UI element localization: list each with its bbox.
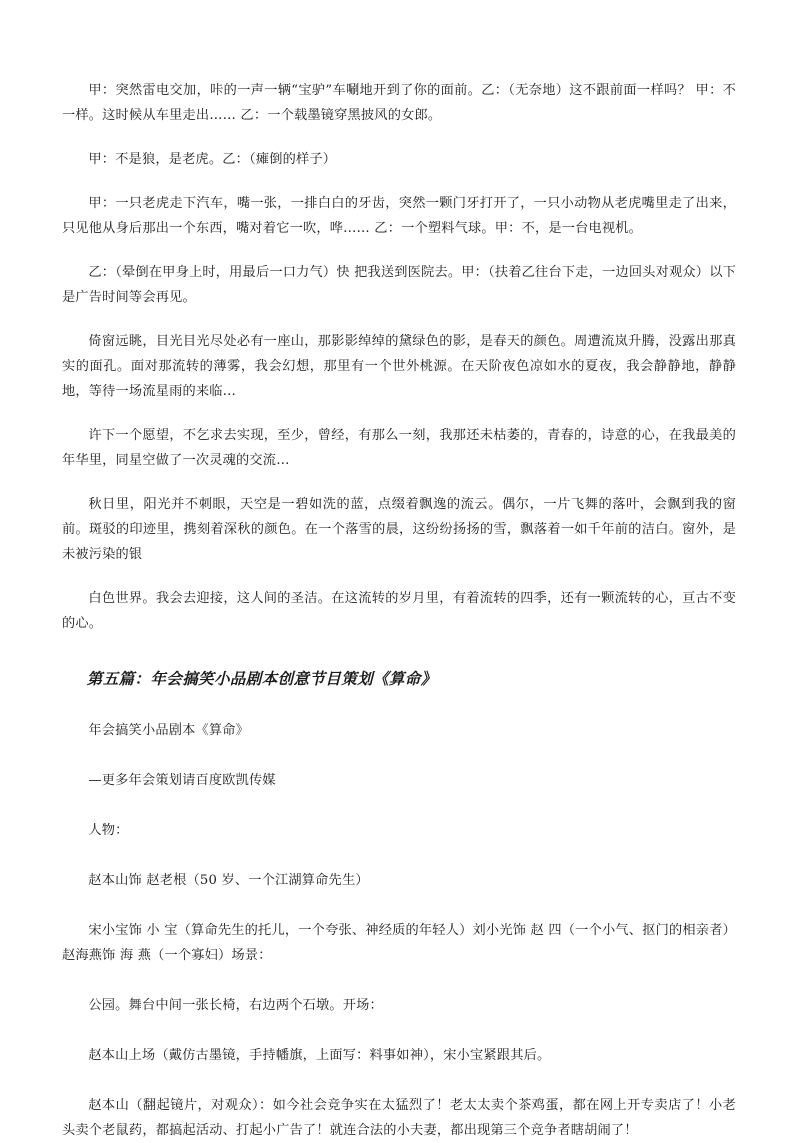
paragraph-1: 甲：突然雷电交加，咔的一声一辆“宝驴”车唰地开到了你的面前。乙：（无奈地）这不跟前面一样吗？ 甲：不一样。这时候从车里走出…… 乙：一个载墨镜穿黑披风的女郎。 — [62, 83, 736, 123]
paragraph-2: 甲：不是狼，是老虎。乙：（瘫倒的样子） — [88, 152, 337, 167]
script-characters-label: 人物： — [88, 823, 129, 838]
paragraph-5: 倚窗远眺，目光目光尽处必有一座山，那影影绰绰的黛绿色的影，是春天的颜色。周遭流岚升腾，没露出那真实的面孔。面对那流转的薄雾，我会幻想，那里有一个世外桃源。在天阶夜色凉如水的夏夜，我会静静地，静静地，等待一场流星雨的来临… — [62, 334, 736, 399]
section-heading: 第五篇：年会搞笑小品剧本创意节目策划《算命》 — [86, 669, 437, 688]
script-stage-direction: 赵本山上场（戴仿古墨镜，手持幡旗，上面写：料事如神），宋小宝紧跟其后。 — [88, 1048, 551, 1063]
paragraph-3: 甲：一只老虎走下汽车，嘴一张，一排白白的牙齿，突然一颗门牙打开了，一只小动物从老虎嘴里走了出来，只见他从身后那出一个东西，嘴对着它一吹，哗…… 乙：一个塑料气球。甲：不，是一台电视机。 — [62, 196, 736, 236]
document-body — [62, 78, 736, 1143]
paragraph-7: 秋日里，阳光并不刺眼，天空是一碧如洗的蓝，点缀着飘逸的流云。偶尔，一片飞舞的落叶，会飘到我的窗前。斑驳的印迹里，携刻着深秋的颜色。在一个落雪的晨，这纷纷扬扬的雪，飘落着一如千年前的洁白。窗外，是未被污染的银 — [62, 497, 736, 562]
script-title-line: 年会搞笑小品剧本《算命》 — [88, 723, 250, 738]
paragraph-4: 乙：（晕倒在甲身上时，用最后一口力气）快 把我送到医院去。甲：（扶着乙往台下走，一边回头对观众）以下是广告时间等会再见。 — [62, 265, 736, 305]
script-dialogue-zhaobenshan: 赵本山（翻起镜片，对观众）：如今社会竞争实在太猛烈了！老太太卖个茶鸡蛋，都在网上开专卖店了！小老头卖个老鼠药，都搞起活动、打起小广告了！就连合法的小夫妻，都出现第三个竞争者瞎胡闹了！ — [62, 1098, 736, 1138]
script-character-others: 宋小宝饰 小 宝（算命先生的托儿，一个夸张、神经质的年轻人）刘小光饰 赵 四（一个小气、抠门的相亲者）赵海燕饰 海 燕（一个寡妇）场景： — [62, 923, 736, 963]
paragraph-8: 白色世界。我会去迎接，这人间的圣洁。在这流转的岁月里，有着流转的四季，还有一颗流转的心，亘古不变的心。 — [62, 591, 736, 631]
script-scene-description: 公园。舞台中间一张长椅，右边两个石墩。开场： — [88, 998, 383, 1013]
script-character-zhaobenshan: 赵本山饰 赵老根（50 岁、一个江湖算命先生） — [88, 873, 369, 888]
paragraph-6: 许下一个愿望，不乞求去实现，至少，曾经，有那么一刻，我那还未枯萎的，青春的，诗意的心，在我最美的年华里，同星空做了一次灵魂的交流… — [62, 428, 736, 468]
script-credit-line: —更多年会策划请百度欧凯传媒 — [88, 773, 276, 788]
